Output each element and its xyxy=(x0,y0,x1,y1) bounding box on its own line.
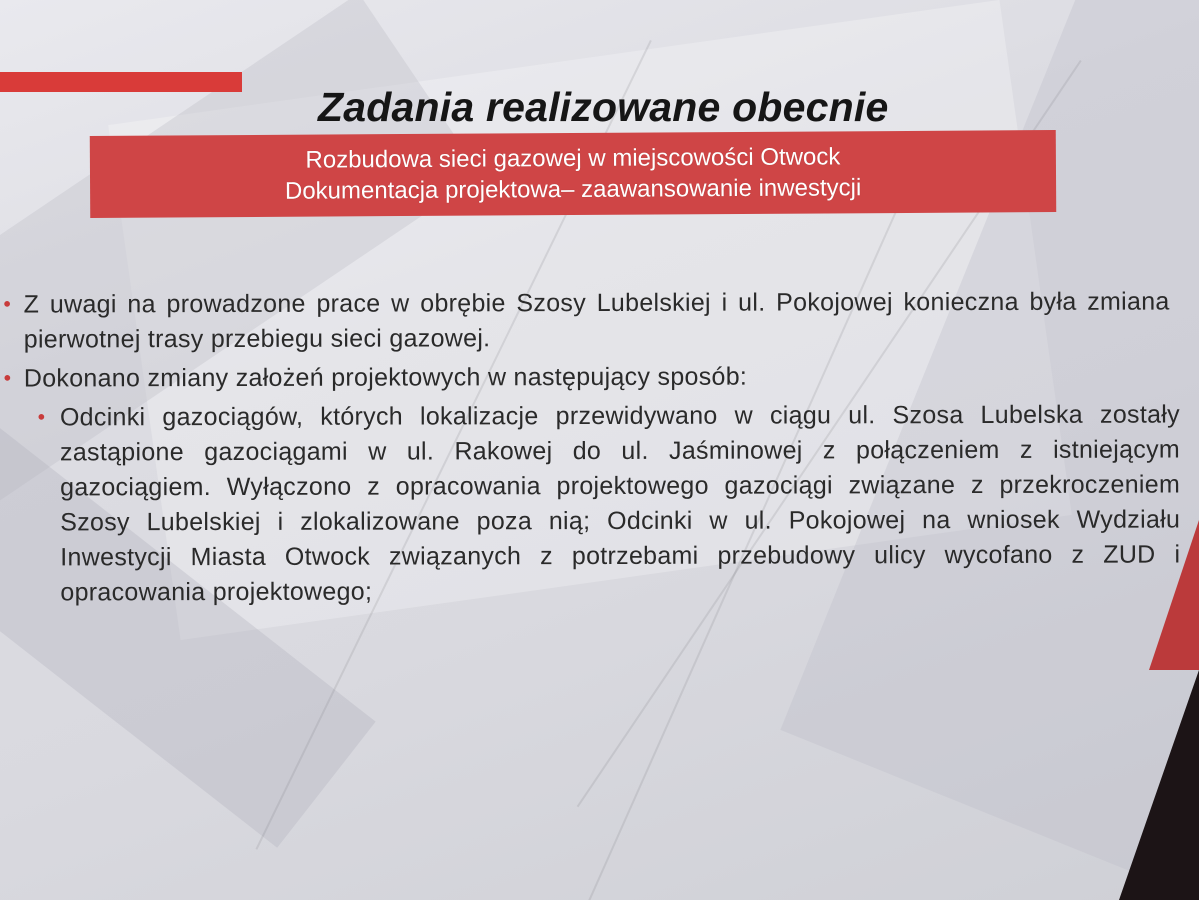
bullet-icon: • xyxy=(3,293,11,316)
bullet-icon: • xyxy=(37,406,46,429)
banner-line-1: Rozbudowa sieci gazowej w miejscowości Otwock xyxy=(305,143,841,174)
corner-dark-accent xyxy=(1119,670,1199,900)
slide-content xyxy=(0,284,1199,610)
bullet-text: Dokonano zmiany założeń projektowych w następujący sposób: xyxy=(23,362,748,393)
slide-title: Zadania realizowane obecnie xyxy=(318,84,889,130)
bullet-item xyxy=(3,359,1170,397)
sub-bullet-text: Odcinki gazociągów, których lokalizacje przewidywano w ciągu ul. Szosa Lubelska zostały zastąpione gazociągami w ul. Rakowej do ul. Jaśminowej z połączeniem z istniejącym gazociągiem. Wyłączono z opracowania projektowego gazociągi związane z przekroczeniem Szosy Lubelskiej i zlokalizowane poza nią; Odcinki w ul. Pokojowej na wniosek Wydziału Inwestycji Miasta Otwock związanych z potrzebami przebudowy ulicy wycofano z ZUD i opracowania projektowego; xyxy=(59,400,1181,607)
bullet-item xyxy=(3,285,1170,358)
banner-line-2: Dokumentacja projektowa– zaawansowanie inwestycji xyxy=(284,174,862,205)
bullet-icon: • xyxy=(3,367,12,390)
sub-bullet-item xyxy=(37,397,1181,610)
bullet-text: Z uwagi na prowadzone prace w obrębie Szosy Lubelskiej i ul. Pokojowej konieczna była zmiana pierwotnej trasy przebiegu sieci gazowej. xyxy=(23,287,1170,354)
subtitle-banner xyxy=(90,130,1056,218)
top-red-accent-bar xyxy=(0,72,242,92)
